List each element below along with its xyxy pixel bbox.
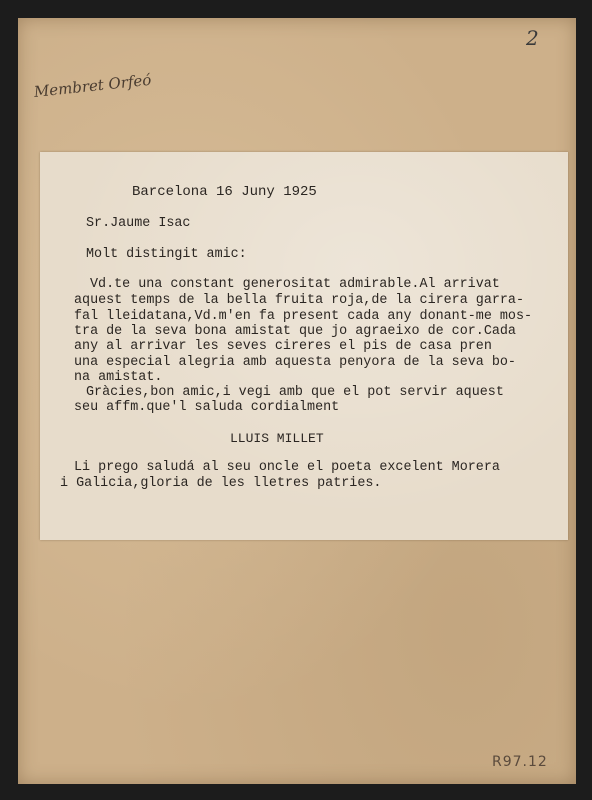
letter-postscript-line: Li prego saludá al seu oncle el poeta excelent Morera [74, 460, 500, 475]
letter-body-line: fal lleidatana,Vd.m'en fa present cada any donant-me mos- [74, 309, 533, 324]
letter-body-line: una especial alegria amb aquesta penyora de la seva bo- [74, 355, 516, 370]
letter-body-line: na amistat. [74, 370, 163, 385]
letter-closing-line: seu affm.que'l saluda cordialment [74, 400, 340, 415]
handwritten-note: Membret Orfeó [33, 70, 153, 101]
letter-postscript-line: i Galicia,gloria de les lletres patries. [60, 476, 382, 491]
letter-body-line: any al arrivar les seves cireres el pis de casa pren [74, 339, 492, 354]
letter-signature: LLUIS MILLET [230, 431, 324, 446]
page-number: 2 [526, 26, 539, 50]
letter-closing-line: Gràcies,bon amic,i vegi amb que el pot servir aquest [86, 385, 504, 400]
letter-body-line: Vd.te una constant generositat admirable.Al arrivat [90, 277, 500, 292]
letter-body-line: aquest temps de la bella fruita roja,de la cirera garra- [74, 293, 524, 308]
letter-date: Barcelona 16 Juny 1925 [132, 184, 317, 200]
letter-salutation: Molt distingit amic: [86, 247, 247, 262]
typed-letter [40, 152, 568, 540]
letter-body-line: tra de la seva bona amistat que jo agraeixo de cor.Cada [74, 324, 516, 339]
letter-recipient: Sr.Jaume Isac [86, 216, 191, 231]
archive-reference: R97.12 [492, 754, 548, 770]
